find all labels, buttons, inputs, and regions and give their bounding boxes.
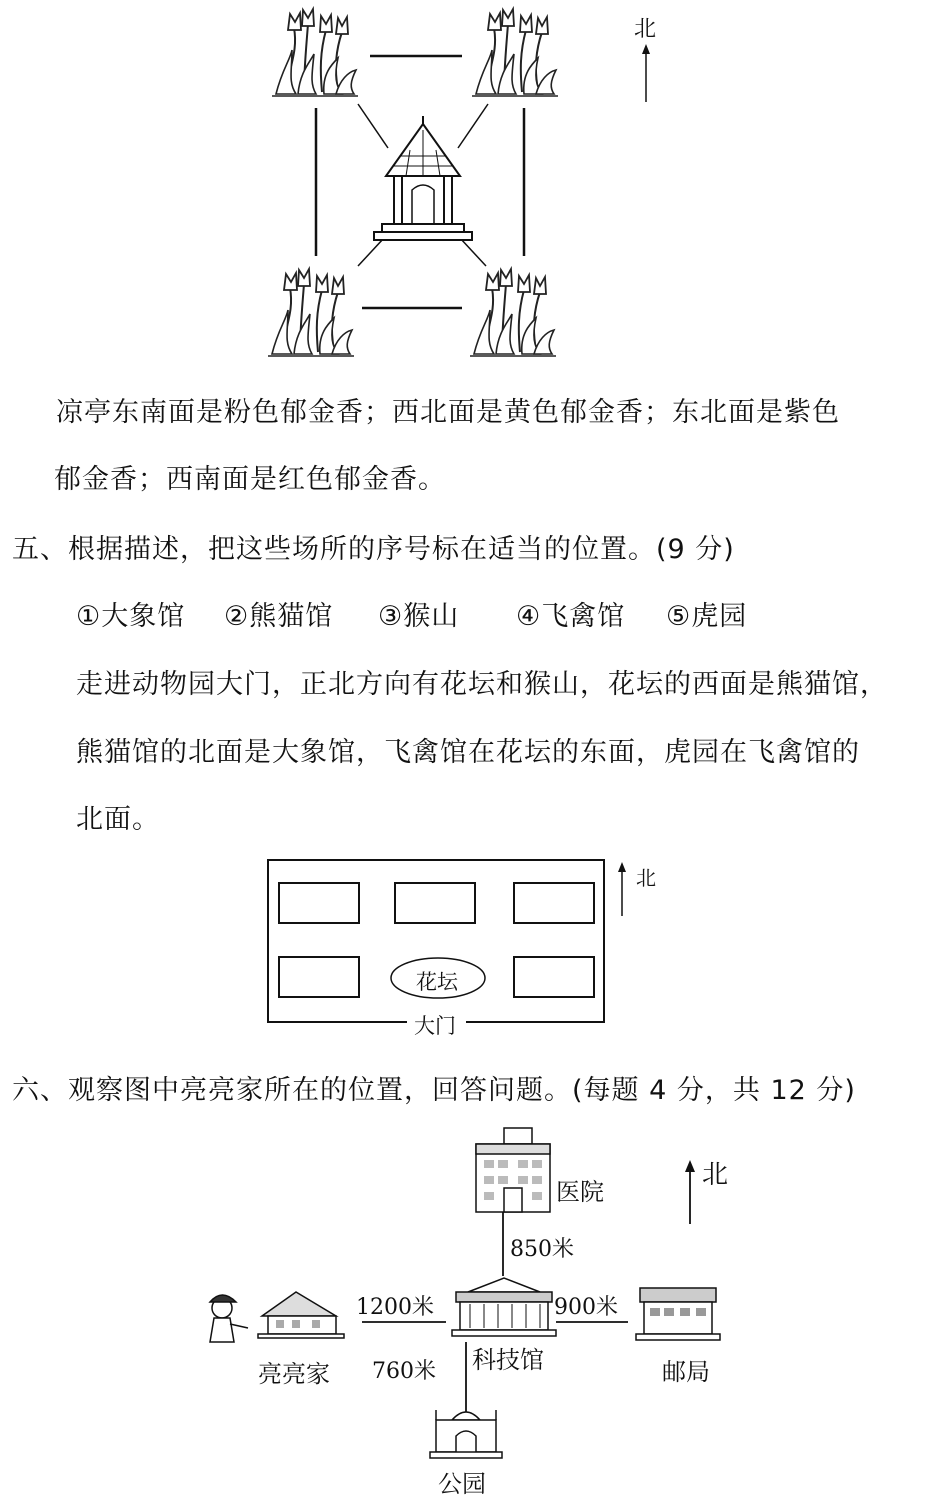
hospital-building — [476, 1128, 550, 1212]
zoo-description-line2: 熊猫馆的北面是大象馆，飞禽馆在花坛的东面，虎园在飞禽馆的 — [76, 737, 860, 768]
north-label-city: 北 — [702, 1160, 729, 1190]
distance-home-top: 1200米 — [356, 1295, 434, 1320]
pavilion — [374, 116, 472, 240]
child-figure — [210, 1295, 248, 1342]
tulip-southwest — [268, 269, 354, 356]
north-label-top: 北 — [634, 17, 657, 42]
section5-heading: 五、根据描述，把这些场所的序号标在适当的位置。(9 分) — [12, 534, 735, 565]
pavilion-description-line1: 凉亭东南面是粉色郁金香；西北面是黄色郁金香；东北面是紫色 — [56, 397, 840, 428]
hospital-label: 医院 — [556, 1178, 604, 1206]
liangliang-home-label: 亮亮家 — [258, 1360, 330, 1388]
tulip-northeast — [472, 9, 558, 96]
option-elephant-hall: ①大象馆 — [76, 601, 186, 632]
answer-box-e[interactable] — [514, 957, 594, 997]
distance-hospital: 850米 — [510, 1237, 574, 1262]
answer-box-w[interactable] — [279, 957, 359, 997]
science-museum-label: 科技馆 — [472, 1346, 544, 1374]
post-office-label: 邮局 — [662, 1358, 710, 1386]
city-map — [0, 1120, 950, 1509]
zoo-description-line3: 北面。 — [76, 804, 160, 835]
section6-heading: 六、观察图中亮亮家所在的位置，回答问题。(每题 4 分，共 12 分) — [12, 1075, 856, 1106]
gate-label: 大门 — [414, 1014, 456, 1038]
answer-box-n[interactable] — [395, 883, 475, 923]
distance-home-bottom: 760米 — [372, 1359, 436, 1384]
tulip-southeast — [470, 269, 556, 356]
park-label: 公园 — [438, 1470, 486, 1498]
tulip-northwest — [272, 9, 358, 96]
post-office-building — [636, 1288, 720, 1340]
pavilion-description-line2: 郁金香；西南面是红色郁金香。 — [54, 464, 446, 495]
option-tiger-garden: ⑤虎园 — [666, 601, 748, 632]
option-panda-hall: ②熊猫馆 — [224, 601, 334, 632]
answer-box-nw[interactable] — [279, 883, 359, 923]
science-museum-building — [452, 1278, 556, 1336]
flower-bed-label: 花坛 — [416, 970, 458, 994]
zoo-description-line1: 走进动物园大门，正北方向有花坛和猴山，花坛的西面是熊猫馆， — [76, 669, 888, 700]
north-arrow-top — [642, 44, 650, 102]
zoo-map — [0, 850, 950, 1040]
north-label-zoo: 北 — [636, 866, 656, 890]
pavilion-tulip-figure — [0, 0, 950, 380]
distance-post-office: 900米 — [554, 1295, 618, 1320]
park-building — [430, 1410, 502, 1458]
option-bird-hall: ④飞禽馆 — [516, 601, 626, 632]
north-arrow-city — [685, 1160, 695, 1224]
answer-box-ne[interactable] — [514, 883, 594, 923]
option-monkey-hill: ③猴山 — [378, 601, 460, 632]
liangliang-home-building — [258, 1292, 344, 1338]
